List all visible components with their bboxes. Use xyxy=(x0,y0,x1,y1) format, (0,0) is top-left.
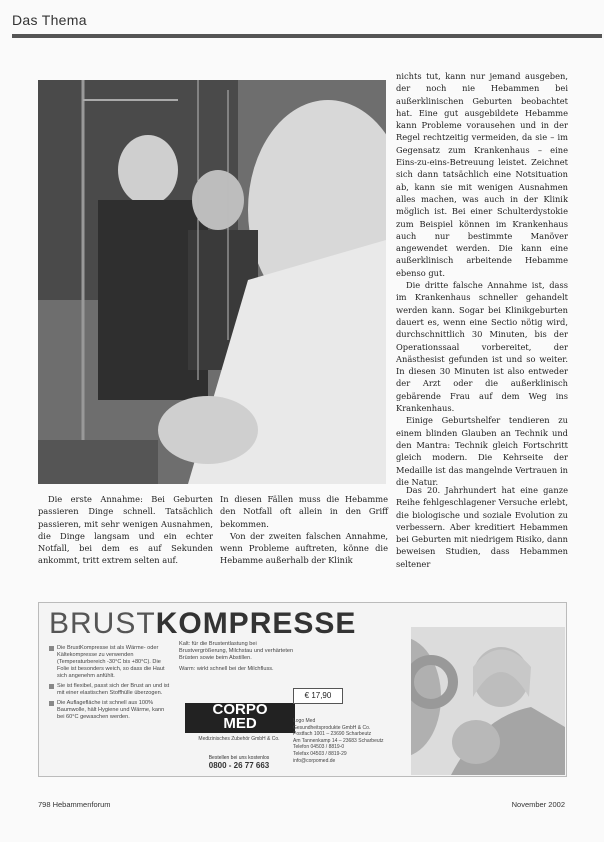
article-bottom-middle-column xyxy=(220,493,388,567)
mother-child-image xyxy=(411,627,565,775)
ad-brand-bold: KOMPRESSE xyxy=(155,607,357,640)
address-line: Am Tannenkamp 14 – 23683 Scharbeutz xyxy=(293,737,384,744)
article-bottom-left-column xyxy=(38,493,213,567)
address-line: Telefon 04503 / 8819-0 xyxy=(293,744,345,751)
article-photo xyxy=(38,80,386,484)
article-paragraph: nichts tut, kann nur jemand ausgeben, der noch nie Hebammen bei außerklinischen Geburten beobachtet hat. Eine gut ausgebildete Hebamme kann Probleme vorausehen und in der Regel rechtzeitig vermeiden, da sie – im Gegensatz zum Krankenhaus – eine Eins-zu-eins-Betreuung leistet. Zeichnet sich dann tatsächlich eine Notsituation ab, kann sie mit wenigen Ausnahmen alles machen, was auch in der Klinik möglich ist. Bei einer Schulterdystokie zum Beispiel können im Krankenhaus auch nur bestimmte Manöver angewendet werden. Die kann eine außerklinisch arbeitende Hebamme ebenso gut. xyxy=(396,71,568,278)
ad-bullet: Die Auflagefläche ist schnell aus 100% Baumwolle, hält Hygiene und Wärme, kann bei 60°C gewaschen werden. xyxy=(49,700,173,721)
advertisement xyxy=(38,602,567,777)
article-right-column xyxy=(396,70,568,488)
ad-middle-text xyxy=(179,641,299,673)
price-tag: € 17,90 xyxy=(293,688,343,704)
logo-top: CORPO xyxy=(212,701,268,718)
article-right-column-bottom xyxy=(396,484,568,570)
article-paragraph: In diesen Fällen muss die Hebamme den Notfall oft allein in den Griff bekommen. xyxy=(220,494,388,529)
phone-label: Bestellen bei uns kostenlos xyxy=(208,755,270,761)
ad-bullet-list xyxy=(49,645,173,724)
ad-cold-text: Kalt: für die Brustentlastung bei Brustvergrößerung, Milchstau und verhärteten Brüsten sowie beim Abstillen. xyxy=(179,641,294,661)
logo-bottom: MED xyxy=(223,715,257,732)
ad-bullet: Die BrustKompresse ist als Wärme- oder Kältekompresse zu verwenden (Temperaturbereich -30°C bis +80°C). Die Folie ist besonders weich, so dass die Haut sich angenehm anfühlt. xyxy=(49,645,173,680)
article-paragraph: Das 20. Jahrhundert hat eine ganze Reihe fehlgeschlagener Versuche erlebt, die biologische und soziale Evolution zu verbessern. Aber kreditiert Hebammen bei Geburten mit niedrigem Risiko, dann beweisen Studien, dass Hebammen seltener xyxy=(396,485,569,569)
ad-address xyxy=(293,718,408,764)
article-paragraph: Die dritte falsche Annahme ist, dass im Krankenhaus schneller gehandelt werden kann. Sogar bei Klinikgeburten dauert es, wenn eine Sectio nötig wird, durchschnittlich 30 Minuten, bis der Operationssaal vorbereitet, der Anästhesist gefunden ist und so weiter. In diesen 30 Minuten ist also entweder der Arzt oder die außerklinisch gebärende Frau auf dem Weg ins Krankenhaus. xyxy=(396,280,568,414)
address-line: Gesundheitsprodukte GmbH & Co. xyxy=(293,724,371,731)
address-line: Postfach 1001 – 23690 Scharbeutz xyxy=(293,731,372,738)
article-paragraph: Die erste Annahme: Bei Geburten passieren Dinge schnell. Tatsächlich passieren, mit sehr wenigen Ausnahmen, die Dinge langsam und ein echter Notfall, bei dem es auf Sekunden ankommt, tritt extrem selten auf. xyxy=(38,494,213,566)
address-line: info@corpomed.de xyxy=(293,757,336,764)
ad-brand-light: BRUST xyxy=(49,607,156,640)
birth-scene-image xyxy=(38,80,386,484)
footer-page-journal: 798 Hebammenforum xyxy=(38,800,111,809)
page-footer xyxy=(38,800,565,814)
phone-number: 0800 - 26 77 663 xyxy=(208,761,270,770)
logo-subtitle: Medizinisches Zubehör GmbH & Co. xyxy=(198,736,280,742)
address-line: Logo Med xyxy=(293,718,316,724)
corpomed-logo xyxy=(185,703,295,733)
section-header xyxy=(12,10,602,38)
article-paragraph: Von der zweiten falschen Annahme, wenn Probleme auftreten, könne die Hebamme außerhalb der Klinik xyxy=(220,530,388,566)
article-paragraph: Einige Geburtshelfer tendieren zu einem blinden Glauben an Technik und den Mantra: Technik gleich Fortschritt gleich modern. Die Kehrseite der Medaille ist das mangelnde Vertrauen in die Natur. xyxy=(396,415,568,487)
section-title: Das Thema xyxy=(12,12,87,28)
ad-brand-title xyxy=(49,607,356,641)
ad-bullet: Sie ist flexibel, passt sich der Brust an und ist mit einer elastischen Stoffhülle überzogen. xyxy=(49,683,173,697)
address-line: Telefax 04503 / 8819-29 xyxy=(293,750,347,757)
section-rule xyxy=(12,34,602,38)
footer-date: November 2002 xyxy=(511,800,565,809)
ad-photo xyxy=(411,627,565,775)
ad-warm-text: Warm: wirkt schnell bei der Milchfluss. xyxy=(179,666,274,672)
ad-phone-block xyxy=(179,755,299,770)
